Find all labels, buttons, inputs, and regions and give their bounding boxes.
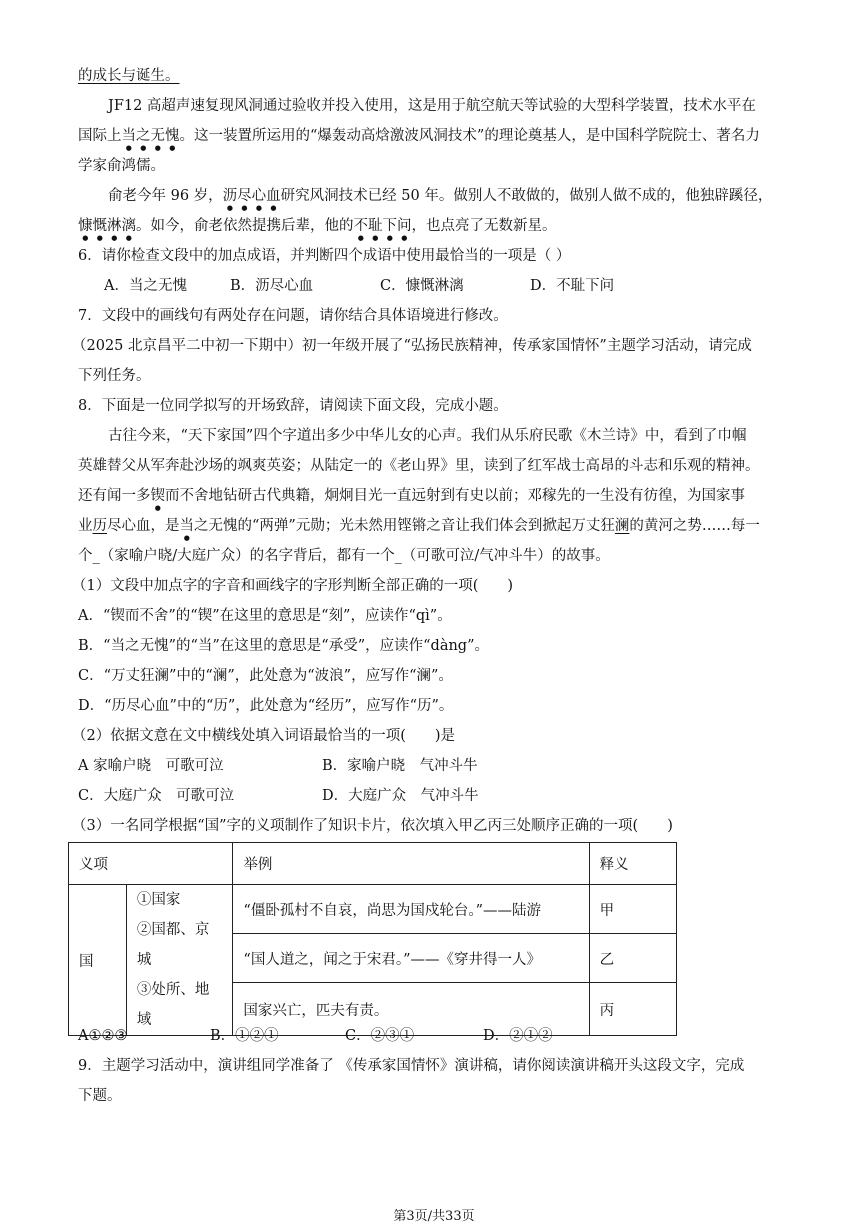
passage-line: 还有闻一多锲而不舍地钻研古代典籍，炯炯目光一直远射到有史以前；邓稼先的一生没有彷徨，为国家事	[78, 488, 745, 504]
passage-line: 英雄替父从军奔赴沙场的飒爽英姿；从陆定一的《老山界》里，读到了红军战士高昂的斗志和乐观的精神。	[78, 458, 760, 474]
knowledge-card-table	[68, 842, 677, 1036]
char-cell: 国	[69, 885, 127, 1036]
passage-line: 业历尽心血，是当之无愧的“两弹”元勋；光未然用铿锵之音让我们体会到掀起万丈狂澜的黄河之势……每一	[78, 518, 760, 534]
paragraph-line: JF12 高超声速复现风洞通过验收并投入使用，这是用于航空航天等试验的大型科学装置，技术水平在	[108, 98, 756, 114]
page-number: 第3页/共33页	[393, 1209, 475, 1224]
q6-option-d: D．不耻下问	[530, 278, 615, 294]
s1-option-d: D．“历尽心血”中的“历”，此处意为“经历”，应写作“历”。	[78, 698, 454, 714]
underlined-char: 历	[92, 518, 107, 534]
dotted-idiom: 不耻下问	[353, 218, 412, 234]
s3-option-a: A①②③	[78, 1028, 128, 1044]
q6-option-b: B．沥尽心血	[230, 278, 314, 294]
paragraph-line: 国际上当之无愧。这一装置所运用的“爆轰动高焓激波风洞技术”的理论奠基人，是中国科学院院士、著名力	[78, 128, 760, 144]
q6-option-a: A．当之无愧	[104, 278, 187, 294]
sense-item: ③处所、地域	[136, 982, 210, 1028]
dotted-char: 当	[179, 518, 194, 534]
paragraph-line: 慷慨淋漓。如今，俞老依然提携后辈，他的不耻下问，也点亮了无数新星。	[78, 218, 557, 234]
dotted-idiom: 慷慨淋漓	[78, 218, 136, 234]
s2-option-c: C．大庭广众 可歌可泣	[78, 788, 235, 804]
subquestion-3: （3）一名同学根据“国”字的义项制作了知识卡片，依次填入甲乙丙三处顺序正确的一项( )	[72, 818, 673, 834]
s2-option-a: A 家喻户晓 可歌可泣	[78, 758, 224, 774]
paragraph-line: 俞老今年 96 岁，沥尽心血研究风洞技术已经 50 年。做别人不敢做的，做别人做不成的，他独辟蹊径，	[108, 188, 773, 204]
header-yixiang: 义项	[69, 843, 233, 885]
text-line	[78, 66, 180, 86]
header-juli: 举例	[233, 843, 589, 885]
q6-option-c: C．慷慨淋漓	[380, 278, 464, 294]
question-8: 8．下面是一位同学拟写的开场致辞，请阅读下面文段，完成小题。	[78, 398, 508, 414]
section-intro: 下列任务。	[78, 368, 151, 384]
example-cell: 国家兴亡，匹夫有责。	[233, 983, 589, 1036]
s2-option-b: B．家喻户晓 气冲斗牛	[322, 758, 478, 774]
s1-option-c: C．“万丈狂澜”中的“澜”，此处意为“波浪”，应写作“澜”。	[78, 668, 453, 684]
dotted-idiom: 当之无愧	[121, 128, 180, 144]
underlined-sentence: 的成长与诞生。	[78, 68, 180, 84]
answer-cell: 乙	[589, 934, 676, 983]
sense-item: ②国都、京城	[136, 922, 210, 968]
paragraph-line: 学家俞鸿儒。	[78, 158, 165, 174]
s3-option-b: B．①②①	[210, 1028, 279, 1044]
s2-option-d: D．大庭广众 气冲斗牛	[322, 788, 479, 804]
answer-cell: 甲	[589, 885, 676, 934]
example-cell: “国人道之，闻之于宋君。”——《穿井得一人》	[233, 934, 589, 983]
subquestion-2: （2）依据文意在文中横线处填入词语最恰当的一项( )是	[72, 728, 456, 744]
dotted-char: 锲	[150, 488, 165, 504]
header-shiyi: 释义	[589, 843, 676, 885]
question-9: 下题。	[78, 1088, 122, 1104]
table-header-row	[69, 843, 677, 885]
question-7: 7．文段中的画线句有两处存在问题，请你结合具体语境进行修改。	[78, 308, 508, 324]
example-cell: “僵卧孤村不自哀，尚思为国戍轮台。”——陆游	[233, 885, 589, 934]
s3-option-c: C．②③①	[345, 1028, 415, 1044]
section-intro: （2025 北京昌平二中初一下期中）初一年级开展了“弘扬民族精神，传承家国情怀”主题学习活动，请完成	[72, 338, 752, 354]
subquestion-1: （1）文段中加点字的字音和画线字的字形判断全部正确的一项( )	[72, 578, 514, 594]
answer-cell: 丙	[589, 983, 676, 1036]
s1-option-b: B．“当之无愧”的“当”在这里的意思是“承受”，应读作“dàng”。	[78, 638, 490, 654]
senses-cell	[126, 885, 233, 1036]
passage-line: 古往今来，“天下家国”四个字道出多少中华儿女的心声。我们从乐府民歌《木兰诗》中，看到了巾帼	[108, 428, 747, 444]
question-6: 6．请你检查文段中的加点成语，并判断四个成语中使用最恰当的一项是（ ）	[78, 248, 571, 264]
s1-option-a: A．“锲而不舍”的“锲”在这里的意思是“刻”，应读作“qì”。	[78, 608, 452, 624]
question-9: 9．主题学习活动中，演讲组同学准备了 《传承家国情怀》演讲稿，请你阅读演讲稿开头这段文字，完成	[78, 1058, 745, 1074]
dotted-idiom: 沥尽心血	[222, 188, 281, 204]
passage-line: 个_（家喻户晓/大庭广众）的名字背后，都有一个_（可歌可泣/气冲斗牛）的故事。	[78, 548, 610, 564]
underlined-char: 澜	[614, 518, 630, 534]
s3-option-d: D．②①②	[483, 1028, 553, 1044]
sense-item: ①国家	[136, 892, 181, 908]
table-row	[69, 885, 677, 934]
